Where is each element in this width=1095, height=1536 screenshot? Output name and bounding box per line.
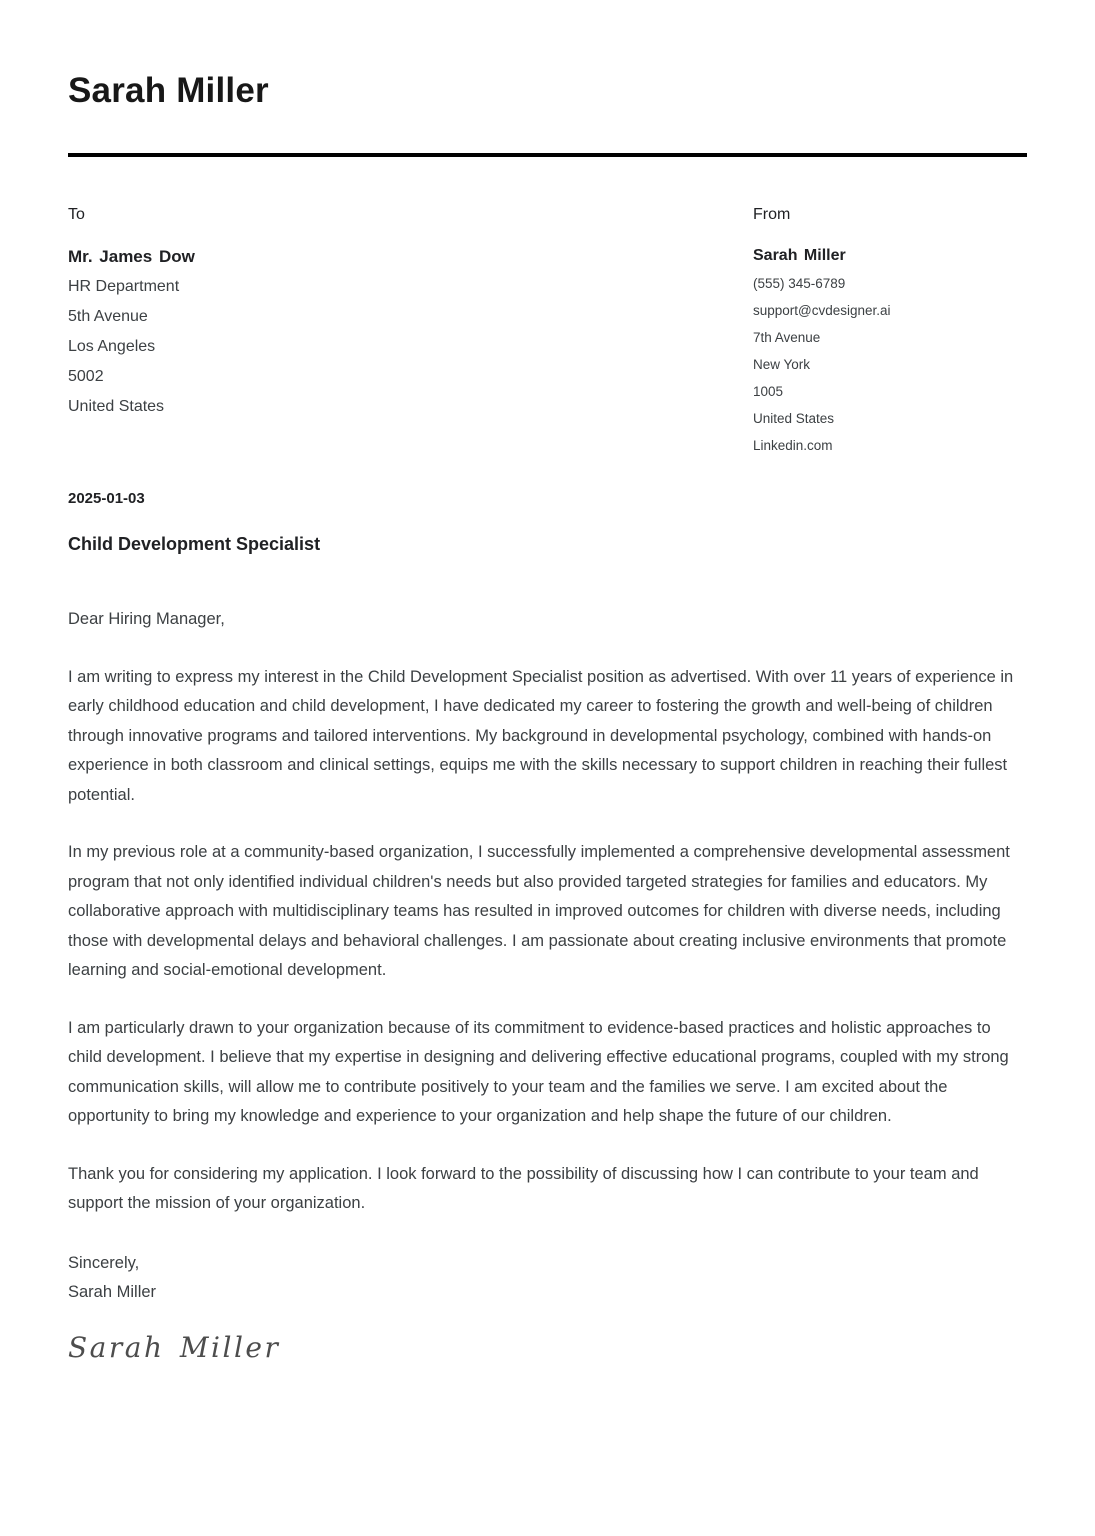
body-paragraph-3: I am particularly drawn to your organization because of its commitment to evidence-based practices and holistic approaches to child development. I believe that my expertise in designing and delivering effective educational programs, coupled with my strong communication skills, will allow me to contribute positively to your team and the families we serve. I am excited about the opportunity to bring my knowledge and experience to your organization and help shape the future of our children.: [68, 1018, 1009, 1125]
closing-name: Sarah Miller: [68, 1283, 157, 1301]
recipient-postal-code: 5002: [68, 368, 104, 385]
sender-label: From: [753, 206, 791, 223]
recipient-city: Los Angeles: [68, 338, 156, 355]
body-paragraph-1: I am writing to express my interest in the Child Development Specialist position as advertised. With over 11 years of experience in early childhood education and child development, I have dedicated my career to fostering the growth and well-being of children through innovative programs and tailored interventions. My background in developmental psychology, combined with hands-on experience in both classroom and clinical settings, equips me with the skills necessary to support children in reaching their fullest potential.: [68, 667, 1014, 804]
body-paragraph-4: Thank you for considering my application. I look forward to the possibility of discussing how I can contribute to your team and support the mission of your organization.: [68, 1164, 979, 1212]
sender-postal-code: 1005: [753, 384, 784, 399]
sender-linkedin: Linkedin.com: [753, 438, 833, 453]
recipient-name: Mr. James Dow: [68, 247, 195, 266]
sender-email: support@cvdesigner.ai: [753, 303, 891, 318]
address-section: [68, 205, 1027, 459]
recipient-street: 5th Avenue: [68, 308, 148, 325]
body-paragraph-2: In my previous role at a community-based organization, I successfully implemented a comprehensive developmental assessment program that not only identified individual children's needs but also provided targeted strategies for families and educators. My collaborative approach with multidisciplinary teams has resulted in improved outcomes for children with diverse needs, including those with developmental delays and behavioral challenges. I am passionate about creating inclusive environments that promote learning and social-emotional development.: [68, 843, 1010, 979]
closing-salutation: Sincerely,: [68, 1253, 140, 1272]
letter-subject: Child Development Specialist: [68, 534, 321, 554]
recipient-department: HR Department: [68, 278, 180, 295]
salutation: Dear Hiring Manager,: [68, 610, 225, 628]
sender-name: Sarah Miller: [753, 247, 846, 264]
page-title: Sarah Miller: [68, 71, 269, 110]
recipient-block: [68, 205, 753, 459]
handwritten-signature: Sarah Miller: [68, 1330, 281, 1364]
letter-date: 2025-01-03: [68, 490, 145, 507]
title-divider: [68, 153, 1027, 157]
sender-block: [753, 205, 1027, 459]
sender-street: 7th Avenue: [753, 330, 821, 345]
sender-phone: (555) 345-6789: [753, 276, 846, 291]
sender-city: New York: [753, 357, 811, 372]
sender-country: United States: [753, 411, 835, 426]
closing-block: [68, 1249, 1027, 1308]
recipient-country: United States: [68, 398, 165, 415]
recipient-label: To: [68, 206, 85, 223]
